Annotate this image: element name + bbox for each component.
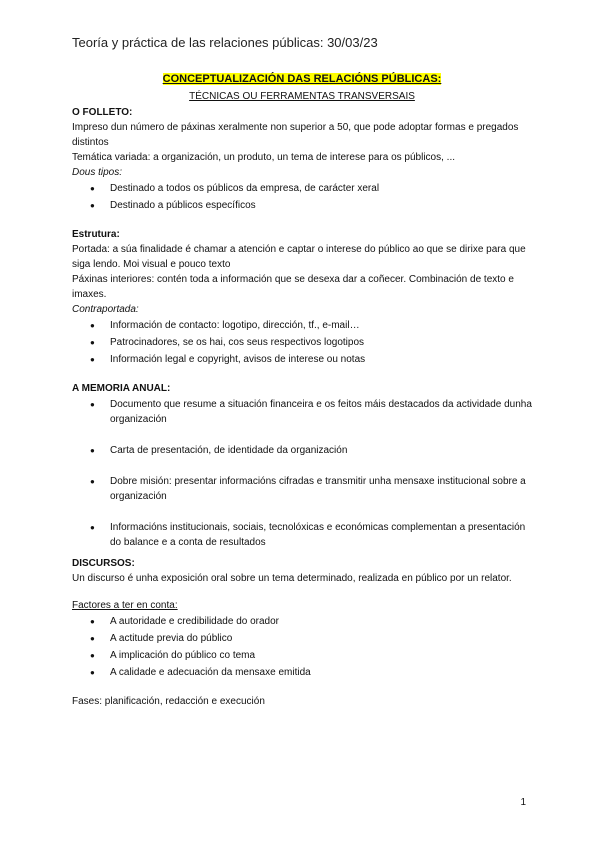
estrutura-portada: Portada: a súa finalidade é chamar a atención e captar o interese do público ao que se dirixe para que siga lendo. Moi visual e pouco texto [72, 244, 526, 270]
folleto-paragraph-1: Impreso dun número de páxinas xeralmente non superior a 50, que pode adoptar formas e pregados distintos [72, 122, 519, 148]
factores-label: Factores a ter en conta: [72, 600, 178, 611]
list-item: ● A autoridade e credibilidade do orador [110, 614, 532, 629]
folleto-types-label: Dous tipos: [72, 167, 123, 178]
estrutura-heading: Estrutura: [72, 229, 120, 240]
list-item: ● Destinado a públicos específicos [110, 198, 532, 213]
fases-paragraph: Fases: planificación, redacción e execución [72, 696, 265, 707]
factores-list [72, 614, 532, 680]
list-item: ● Patrocinadores, se os hai, cos seus respectivos logotipos [110, 335, 532, 350]
list-item: ● Documento que resume a situación financeira e os feitos máis destacados da actividade dunha organización [110, 397, 532, 427]
list-item: ● Destinado a todos os públicos da empresa, de carácter xeral [110, 181, 532, 196]
title-text: CONCEPTUALIZACIÓN DAS RELACIÓNS PÚBLICAS: [162, 73, 442, 85]
page-number: 1 [520, 797, 526, 808]
list-item: ● A implicación do público co tema [110, 648, 532, 663]
folleto-types-list [72, 181, 532, 213]
document-title [72, 72, 532, 87]
memoria-list [72, 397, 532, 550]
discursos-paragraph: Un discurso é unha exposición oral sobre un tema determinado, realizada en público por un relator. [72, 573, 512, 584]
memoria-heading: A MEMORIA ANUAL: [72, 383, 171, 394]
list-item: ● Informacións institucionais, sociais, tecnolóxicas e económicas complementan a presentación do balance e a conta de resultados [110, 520, 532, 550]
page-header: Teoría y práctica de las relaciones públicas: 30/03/23 [72, 35, 378, 50]
contraportada-label: Contraportada: [72, 304, 139, 315]
contraportada-list [72, 318, 532, 367]
list-item: ● Carta de presentación, de identidade da organización [110, 443, 532, 458]
document-body [72, 72, 532, 709]
document-subtitle: TÉCNICAS OU FERRAMENTAS TRANSVERSAIS [189, 91, 415, 102]
list-item: ● A calidade e adecuación da mensaxe emitida [110, 665, 532, 680]
list-item: ● Dobre misión: presentar informacións cifradas e transmitir unha mensaxe institucional sobre a organización [110, 474, 532, 504]
folleto-heading: O FOLLETO: [72, 107, 133, 118]
list-item: ● Información de contacto: logotipo, dirección, tf., e-mail… [110, 318, 532, 333]
estrutura-interiores: Páxinas interiores: contén toda a información que se desexa dar a coñecer. Combinación de texto e imaxes. [72, 274, 514, 300]
list-item: ● A actitude previa do público [110, 631, 532, 646]
folleto-paragraph-2: Temática variada: a organización, un produto, un tema de interese para os públicos, ... [72, 152, 456, 163]
discursos-heading: DISCURSOS: [72, 558, 135, 569]
list-item: ● Información legal e copyright, avisos de interese ou notas [110, 352, 532, 367]
